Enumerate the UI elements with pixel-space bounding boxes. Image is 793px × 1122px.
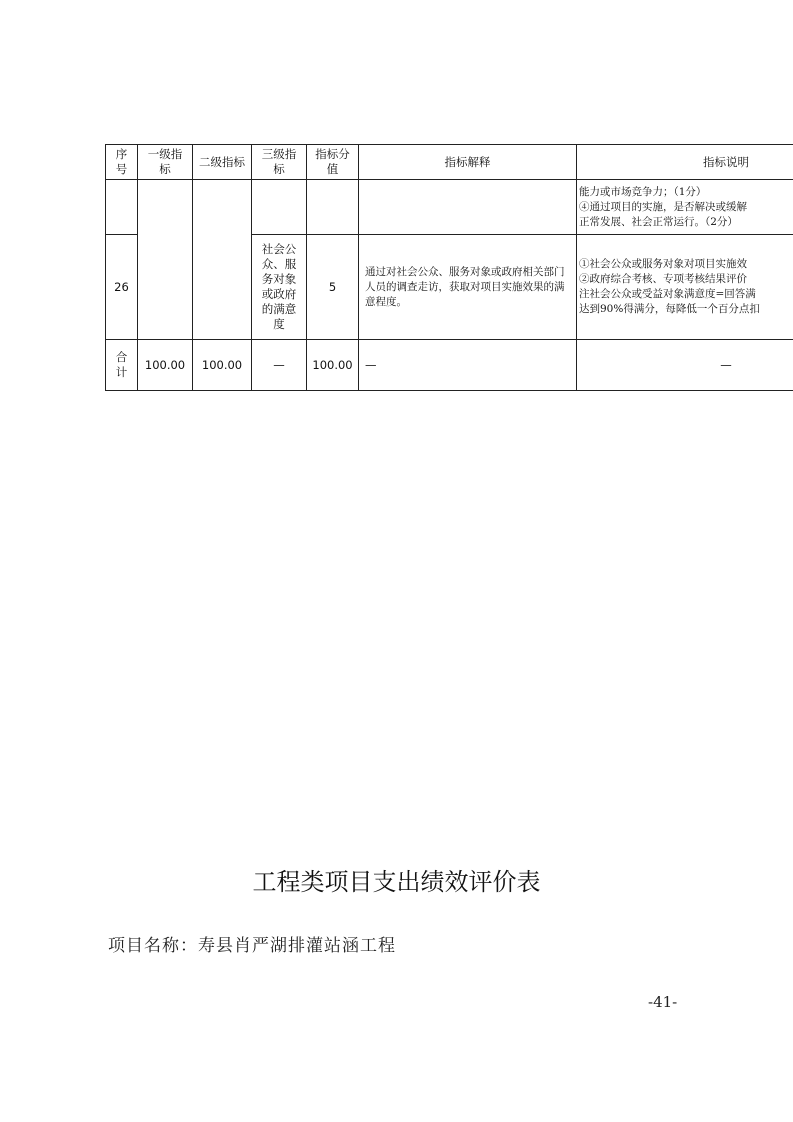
total-level2: 100.00: [193, 340, 252, 391]
desc-cell: [577, 235, 793, 340]
total-level3: —: [252, 340, 307, 391]
header-level3: 三级指标: [252, 145, 307, 180]
header-level2: 二级指标: [193, 145, 252, 180]
header-score: 指标分值: [307, 145, 359, 180]
total-desc: —: [577, 340, 793, 391]
score-cell-continued: [307, 180, 359, 235]
header-seq: 序号: [106, 145, 138, 180]
desc-cell-continued: [577, 180, 793, 235]
desc-line: ④通过项目的实施，是否解决或缓解: [579, 200, 747, 213]
desc-line: 能力或市场竞争力；（1分）: [579, 185, 707, 198]
explain-cell: 通过对社会公众、服务对象或政府相关部门人员的调查走访，获取对项目实施效果的满意程度。: [359, 235, 577, 340]
desc-line: ②政府综合考核、专项考核结果评价: [579, 273, 747, 285]
total-score: 100.00: [307, 340, 359, 391]
total-explain: —: [359, 340, 577, 391]
header-level1: 一级指标: [138, 145, 193, 180]
explain-cell-continued: [359, 180, 577, 235]
project-name: 项目名称：寿县肖严湖排灌站涵工程: [108, 936, 396, 956]
desc-line: ①社会公众或服务对象对项目实施效: [579, 258, 747, 270]
desc-line: 注社会公众或受益对象满意度=回答满: [579, 288, 756, 300]
level2-cell-merged: [193, 180, 252, 340]
performance-table: [105, 144, 793, 391]
desc-line: 正常发展、社会正常运行。（2分）: [579, 215, 738, 228]
total-label: 合计: [106, 340, 138, 391]
total-level1: 100.00: [138, 340, 193, 391]
score-cell: 5: [307, 235, 359, 340]
desc-line: 达到90%得满分，每降低一个百分点扣: [579, 303, 760, 315]
table-row: [106, 180, 793, 235]
page-number: -41-: [648, 993, 678, 1011]
level1-cell-merged: [138, 180, 193, 340]
seq-cell-continued: [106, 180, 138, 235]
table-header-row: [106, 145, 793, 180]
seq-cell: 26: [106, 235, 138, 340]
level3-cell: 社会公众、服务对象或政府的满意度: [252, 235, 307, 340]
header-desc: 指标说明: [577, 145, 793, 180]
level3-cell-continued: [252, 180, 307, 235]
header-explain: 指标解释: [359, 145, 577, 180]
page-title: 工程类项目支出绩效评价表: [252, 868, 541, 896]
total-row: [106, 340, 793, 391]
